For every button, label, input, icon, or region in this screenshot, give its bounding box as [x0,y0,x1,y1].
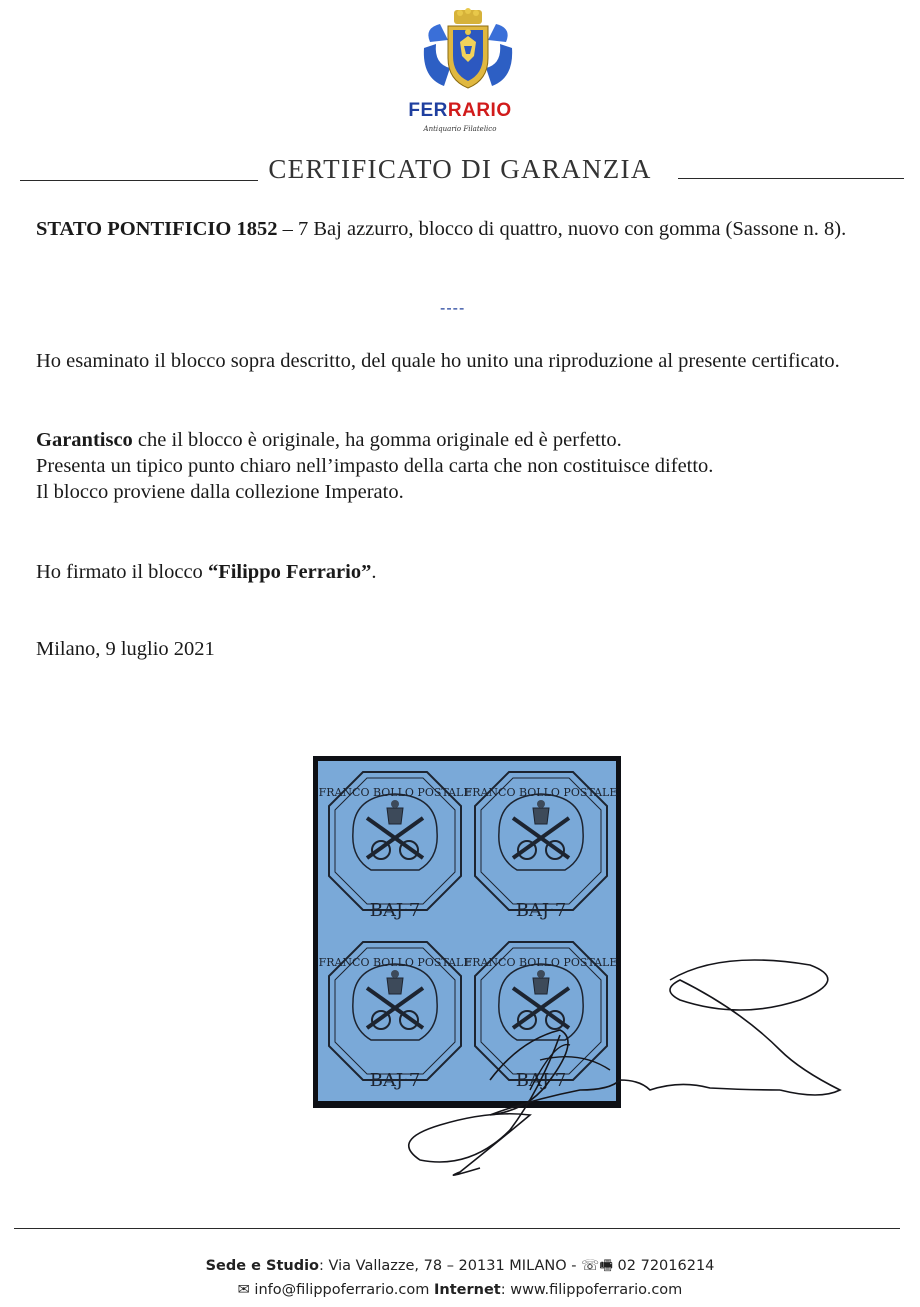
email-icon: ✉ [237,1282,250,1298]
certificate-title: CERTIFICATO DI GARANZIA [268,154,652,184]
signer-name: “Filippo Ferrario” [207,561,372,583]
footer-address-text: : Via Vallazze, 78 – 20131 MILANO - ☏🖷 02 72016214 [319,1258,715,1274]
coat-of-arms-logo-icon [420,8,516,92]
guarantee-line2: Presenta un tipico punto chiaro nell’impasto della carta che non costituisce difetto. [36,455,714,477]
guarantee-line3: Il blocco proviene dalla collezione Imperato. [36,481,404,503]
footer-email: info@filippoferrario.com [249,1282,434,1298]
footer-address-label: Sede e Studio [205,1258,320,1274]
stamp-value-3: BAJ·7 [369,1070,421,1091]
stamp-value-2: BAJ·7 [515,900,567,921]
stamp-value-4: BAJ·7 [515,1070,567,1091]
stamp-top-text-4: FRANCO BOLLO POSTALE [464,956,618,969]
separator: ---- [440,300,466,317]
footer-website: : www.filippoferrario.com [500,1282,683,1298]
title-rule-right [678,178,904,179]
place-date: Milano, 9 luglio 2021 [36,638,215,660]
exam-paragraph: Ho esaminato il blocco sopra descritto, del quale ho unito una riproduzione al presente certificato. [36,350,840,372]
guarantee-paragraph [36,427,891,505]
signed-statement [36,559,891,586]
footer-address [0,1255,920,1280]
stamp-top-text-3: FRANCO BOLLO POSTALE [318,956,472,969]
stamp-value-1: BAJ·7 [369,900,421,921]
footer-rule [14,1228,900,1229]
guarantee-bold: Garantisco [36,429,133,451]
brand-name: FERRARIO [408,100,512,121]
brand-subtitle: Antiquario Filatelico [423,125,497,133]
description-bold: STATO PONTIFICIO 1852 [36,218,278,240]
handwritten-signature [380,940,860,1190]
stamp-top-text-1: FRANCO BOLLO POSTALE [318,786,472,799]
stamp-description [36,216,891,243]
guarantee-line1: che il blocco è originale, ha gomma originale ed è perfetto. [132,429,622,451]
description-text: – 7 Baj azzurro, blocco di quattro, nuovo con gomma (Sassone n. 8). [277,218,847,240]
signed-suffix: . [371,561,377,583]
footer-contacts [0,1282,920,1298]
signed-prefix: Ho firmato il blocco [36,561,208,583]
stamp-top-text-2: FRANCO BOLLO POSTALE [464,786,618,799]
footer-internet-label: Internet [433,1282,501,1298]
